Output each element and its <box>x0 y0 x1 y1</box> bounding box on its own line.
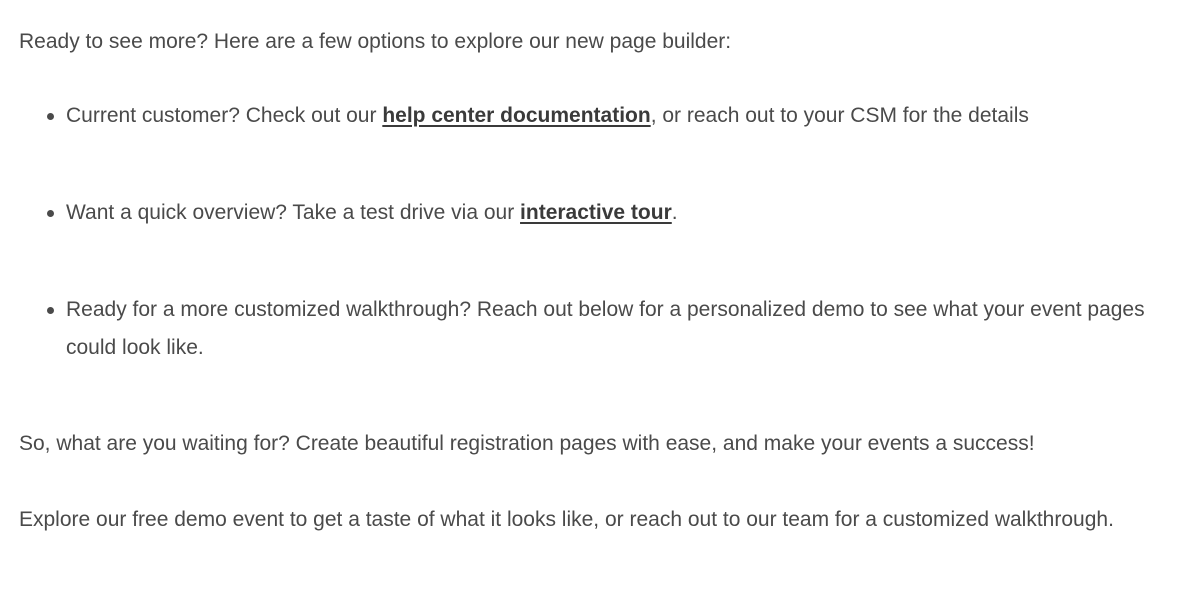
explore-paragraph: Explore our free demo event to get a taste of what it looks like, or reach out to our team for a customized walkthrough. <box>19 508 1114 531</box>
interactive-tour-link[interactable]: interactive tour <box>520 201 672 224</box>
option-2-after-text: . <box>671 201 678 224</box>
closing-paragraph: So, what are you waiting for? Create beautiful registration pages with ease, and make your events a success! <box>19 432 1035 455</box>
option-1-before-text: Current customer? Check out our <box>66 104 383 127</box>
list-item-quick-overview <box>66 194 1189 232</box>
list-item-current-customer <box>66 97 1189 135</box>
help-center-documentation-link[interactable]: help center documentation <box>382 104 651 127</box>
article-content <box>19 23 1189 539</box>
option-3-text: Ready for a more customized walkthrough? Reach out below for a personalized demo to see what your event pages could look like. <box>66 298 1145 359</box>
intro-paragraph: Ready to see more? Here are a few options to explore our new page builder: <box>19 30 732 53</box>
option-2-before-text: Want a quick overview? Take a test drive via our <box>66 201 521 224</box>
list-item-customized-walkthrough <box>66 291 1189 367</box>
options-list <box>19 97 1189 367</box>
option-1-after-text: , or reach out to your CSM for the details <box>650 104 1029 127</box>
